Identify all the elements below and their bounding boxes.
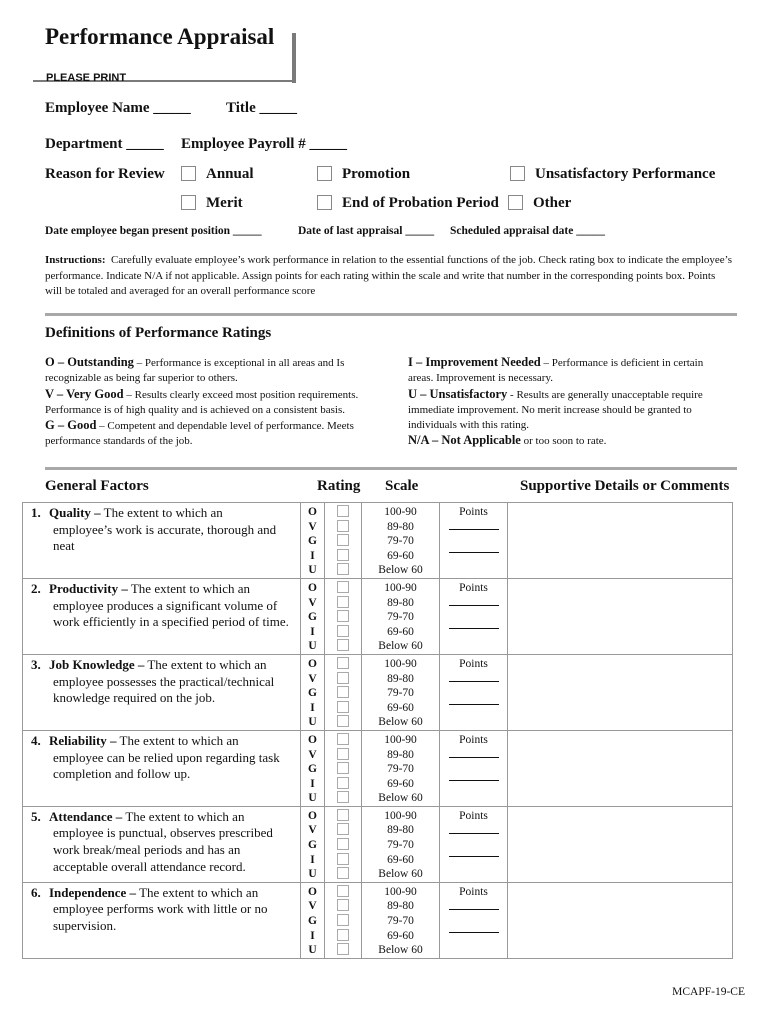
scale-value: Below 60 [378,716,423,729]
factor-name: Job Knowledge – [49,656,145,672]
scale-value: Below 60 [378,640,423,653]
rating-header: Rating [317,478,361,494]
department-field[interactable]: Department _____ [45,136,164,152]
scale-value: 69-60 [387,929,414,942]
unsatisfactory-label: Unsatisfactory Performance [535,166,716,182]
rating-letter: U [308,716,317,729]
def-na-text: or too soon to rate. [523,435,607,448]
rating-boxes [325,503,362,579]
rating-letters [301,578,325,654]
rating-checkbox[interactable] [337,867,349,879]
merit-label: Merit [206,195,243,211]
date-began-field[interactable]: Date employee began present position _____ [45,225,262,237]
rating-letter: I [310,701,315,714]
scale-value: 69-60 [387,853,414,866]
scale-cell [362,730,440,806]
page-title: Performance Appraisal [45,24,275,49]
other-label: Other [533,195,572,211]
rating-checkbox[interactable] [337,549,349,561]
factor-cell [23,806,301,882]
factor-cell [23,578,301,654]
rating-letter: G [308,687,317,700]
factor-number: 1. [31,505,41,520]
scale-value: 79-70 [387,763,414,776]
definitions-left-column [45,355,385,450]
factor-desc: The extent to which an [125,808,245,824]
rating-checkbox[interactable] [337,672,349,684]
factor-row [23,806,733,882]
rating-letter: V [308,672,317,685]
scale-value: 100-90 [384,809,417,822]
scale-value: 79-70 [387,611,414,624]
scale-value: 100-90 [384,885,417,898]
rating-checkbox[interactable] [337,823,349,835]
factor-name: Productivity – [49,580,128,596]
points-line[interactable] [449,931,499,933]
rating-letter: I [310,853,315,866]
def-unsatisfactory-term: U – Unsatisfactory [408,386,508,401]
factor-number: 4. [31,732,41,748]
rating-checkbox[interactable] [337,943,349,955]
factor-desc-rest: employee can be relied upon regarding task completion and follow up. [53,749,280,782]
end-probation-label: End of Probation Period [342,195,499,211]
rating-checkbox[interactable] [337,777,349,789]
rating-letter: O [308,506,317,518]
points-cell[interactable] [440,654,508,730]
scale-value: 79-70 [387,915,414,928]
merit-checkbox[interactable] [181,195,196,210]
scale-value: 89-80 [387,824,414,837]
factor-cell [23,503,301,579]
scheduled-appraisal-field[interactable]: Scheduled appraisal date _____ [450,225,605,237]
scale-cell [362,882,440,958]
points-cell[interactable] [440,806,508,882]
points-label: Points [459,657,488,670]
factor-desc-rest: employee possesses the practical/technical knowledge required on the job. [53,673,275,706]
rating-checkbox[interactable] [337,625,349,637]
factor-desc-rest: employee produces a significant volume of work efficiently in a specified period of time. [53,597,289,630]
rating-letter: V [308,596,317,609]
scale-value: 89-80 [387,900,414,913]
rating-boxes [325,730,362,806]
other-checkbox[interactable] [508,195,523,210]
date-last-appraisal-field[interactable]: Date of last appraisal _____ [298,225,435,237]
factor-desc-rest: employee performs work with little or no supervision. [53,901,268,934]
factor-desc: The extent to which an [147,656,267,672]
scale-value: Below 60 [378,792,423,805]
scale-header: Scale [385,478,419,494]
rating-letter: G [308,915,317,928]
comments-cell[interactable] [508,503,733,579]
factor-name: Independence – [49,884,137,900]
factor-desc: The extent to which an [103,505,223,520]
end-probation-checkbox[interactable] [317,195,332,210]
reason-for-review-label: Reason for Review [45,166,165,182]
rating-checkbox[interactable] [337,715,349,727]
points-line[interactable] [449,703,499,705]
rating-letter: O [308,657,317,670]
rating-letter: V [308,900,317,913]
title-divider-vertical [292,33,296,83]
scale-cell [362,503,440,579]
def-improvement-term: I – Improvement Needed [408,355,541,369]
factor-desc: The extent to which an [139,884,259,900]
rating-checkbox[interactable] [337,657,349,669]
points-label: Points [459,581,488,594]
factor-desc-rest: employee’s work is accurate, thorough and neat [53,521,277,554]
factor-number: 6. [31,884,41,900]
factor-row [23,730,733,806]
rating-letter: V [308,748,317,761]
def-unsatisfactory-text: - Results are generally unacceptable require immediate improvement. No merit increase should be granted to individuals with this rating. [408,388,703,432]
rating-checkbox[interactable] [337,853,349,865]
rating-checkbox[interactable] [337,838,349,850]
rating-checkbox[interactable] [337,899,349,911]
factor-desc-rest: employee is punctual, observes prescribed work break/meal periods and has an acceptable overall attendance record. [53,825,273,874]
comments-cell[interactable] [508,882,733,958]
def-outstanding-term: O – Outstanding [45,355,134,369]
factor-number: 3. [31,656,41,672]
instructions-text: Carefully evaluate employee’s work performance in relation to the essential functions of the job. Check rating box to indicate the employee’s performance. Indicate N/A if not applicable. Assign points for each rating within the scale and write that number in the corresponding points box. Points will be totaled and averaged for an overall performance score [45,254,733,297]
points-line[interactable] [449,832,499,834]
comments-cell[interactable] [508,654,733,730]
rating-checkbox[interactable] [337,581,349,593]
scale-value: 100-90 [384,581,417,594]
points-line[interactable] [449,528,499,530]
rating-letter: O [308,581,317,594]
points-label: Points [459,885,488,898]
general-factors-header: General Factors [45,478,149,494]
scale-value: 69-60 [387,625,414,638]
rating-letter: G [308,535,317,548]
scale-value: 89-80 [387,748,414,761]
scale-cell [362,654,440,730]
rating-letter: U [308,564,317,577]
points-line[interactable] [449,779,499,781]
comments-cell[interactable] [508,730,733,806]
rating-letter: G [308,763,317,776]
scale-value: 89-80 [387,672,414,685]
def-very-good-text: – Results clearly exceed most position requirements. Performance is of high quality and is achieved on a consistent basis. [45,388,359,416]
scale-value: 100-90 [384,657,417,670]
rating-checkbox[interactable] [337,639,349,651]
rating-letter: G [308,839,317,852]
instructions-label: Instructions: [45,254,106,266]
rating-checkbox[interactable] [337,885,349,897]
points-cell[interactable] [440,578,508,654]
annual-checkbox[interactable] [181,166,196,181]
factor-number: 2. [31,580,41,596]
scale-value: Below 60 [378,868,423,881]
points-line[interactable] [449,680,499,682]
points-label: Points [459,506,488,518]
rating-letters [301,806,325,882]
points-line[interactable] [449,551,499,553]
rating-checkbox[interactable] [337,505,349,517]
rating-checkbox[interactable] [337,929,349,941]
rating-checkbox[interactable] [337,748,349,760]
rating-checkbox[interactable] [337,686,349,698]
points-line[interactable] [449,627,499,629]
rating-checkbox[interactable] [337,809,349,821]
scale-value: 100-90 [384,506,417,518]
unsatisfactory-checkbox[interactable] [510,166,525,181]
rating-letters [301,654,325,730]
scale-value: 69-60 [387,549,414,562]
rating-letters [301,730,325,806]
instructions [45,253,735,300]
points-line[interactable] [449,604,499,606]
rating-letter: I [310,625,315,638]
rating-letter: V [308,520,317,533]
promotion-checkbox[interactable] [317,166,332,181]
rating-letters [301,503,325,579]
rating-letter: O [308,809,317,822]
factor-name: Reliability – [49,732,117,748]
rating-boxes [325,654,362,730]
scale-value: 79-70 [387,687,414,700]
def-improvement-text: – Performance is deficient in certain areas. Improvement is necessary. [408,357,704,385]
section-divider [45,313,737,316]
scale-cell [362,578,440,654]
scale-value: 69-60 [387,701,414,714]
rating-checkbox[interactable] [337,563,349,575]
rating-letter: G [308,611,317,624]
rating-checkbox[interactable] [337,520,349,532]
rating-checkbox[interactable] [337,762,349,774]
def-na-term: N/A – Not Applicable [408,433,521,448]
rating-letter: O [308,733,317,746]
comments-header: Supportive Details or Comments [520,478,730,494]
points-cell[interactable] [440,503,508,579]
factor-cell [23,730,301,806]
scale-value: 79-70 [387,839,414,852]
points-label: Points [459,809,488,822]
comments-cell[interactable] [508,806,733,882]
rating-checkbox[interactable] [337,733,349,745]
points-line[interactable] [449,756,499,758]
please-print-label: PLEASE PRINT [46,72,127,84]
def-very-good-term: V – Very Good [45,386,124,401]
rating-boxes [325,882,362,958]
factor-name: Attendance – [49,808,123,824]
appraisal-table [22,502,733,959]
factor-row [23,882,733,958]
scale-value: 100-90 [384,733,417,746]
rating-checkbox[interactable] [337,914,349,926]
definitions-divider [45,467,737,470]
factor-number: 5. [31,808,41,824]
def-good-term: G – Good [45,418,97,433]
def-outstanding-text: – Performance is exceptional in all areas and Is recognizable as being far superior to others. [45,357,345,385]
points-cell[interactable] [440,882,508,958]
points-line[interactable] [449,908,499,910]
definitions-title: Definitions of Performance Ratings [45,325,272,341]
rating-letter: I [310,929,315,942]
scale-value: Below 60 [378,564,423,577]
factor-row [23,654,733,730]
scale-value: 89-80 [387,596,414,609]
rating-letter: I [310,777,315,790]
promotion-label: Promotion [342,166,411,182]
factor-row [23,503,733,579]
rating-boxes [325,578,362,654]
title-field[interactable]: Title _____ [226,100,297,116]
points-label: Points [459,733,488,746]
rating-letter: U [308,792,317,805]
rating-boxes [325,806,362,882]
employee-name-field[interactable]: Employee Name _____ [45,100,191,116]
rating-letter: V [308,824,317,837]
scale-value: 79-70 [387,535,414,548]
rating-checkbox[interactable] [337,610,349,622]
scale-value: Below 60 [378,944,423,957]
def-good-text: – Competent and dependable level of performance. Meets performance standards of the job. [45,420,354,448]
annual-label: Annual [206,166,254,182]
factor-cell [23,882,301,958]
rating-letter: U [308,640,317,653]
rating-checkbox[interactable] [337,701,349,713]
rating-letter: I [310,549,315,562]
rating-letters [301,882,325,958]
points-cell[interactable] [440,730,508,806]
factor-cell [23,654,301,730]
factor-desc: The extent to which an [119,732,239,748]
factor-name: Quality – [49,505,101,520]
definitions-right-column [408,355,730,450]
rating-letter: O [308,885,317,898]
payroll-field[interactable]: Employee Payroll # _____ [181,136,347,152]
form-code: MCAPF-19-CE [672,986,745,998]
comments-cell[interactable] [508,578,733,654]
factor-desc: The extent to which an [130,580,250,596]
rating-letter: U [308,868,317,881]
points-line[interactable] [449,855,499,857]
scale-cell [362,806,440,882]
scale-value: 69-60 [387,777,414,790]
rating-letter: U [308,944,317,957]
scale-value: 89-80 [387,520,414,533]
factor-row [23,578,733,654]
rating-checkbox[interactable] [337,791,349,803]
rating-checkbox[interactable] [337,596,349,608]
rating-checkbox[interactable] [337,534,349,546]
